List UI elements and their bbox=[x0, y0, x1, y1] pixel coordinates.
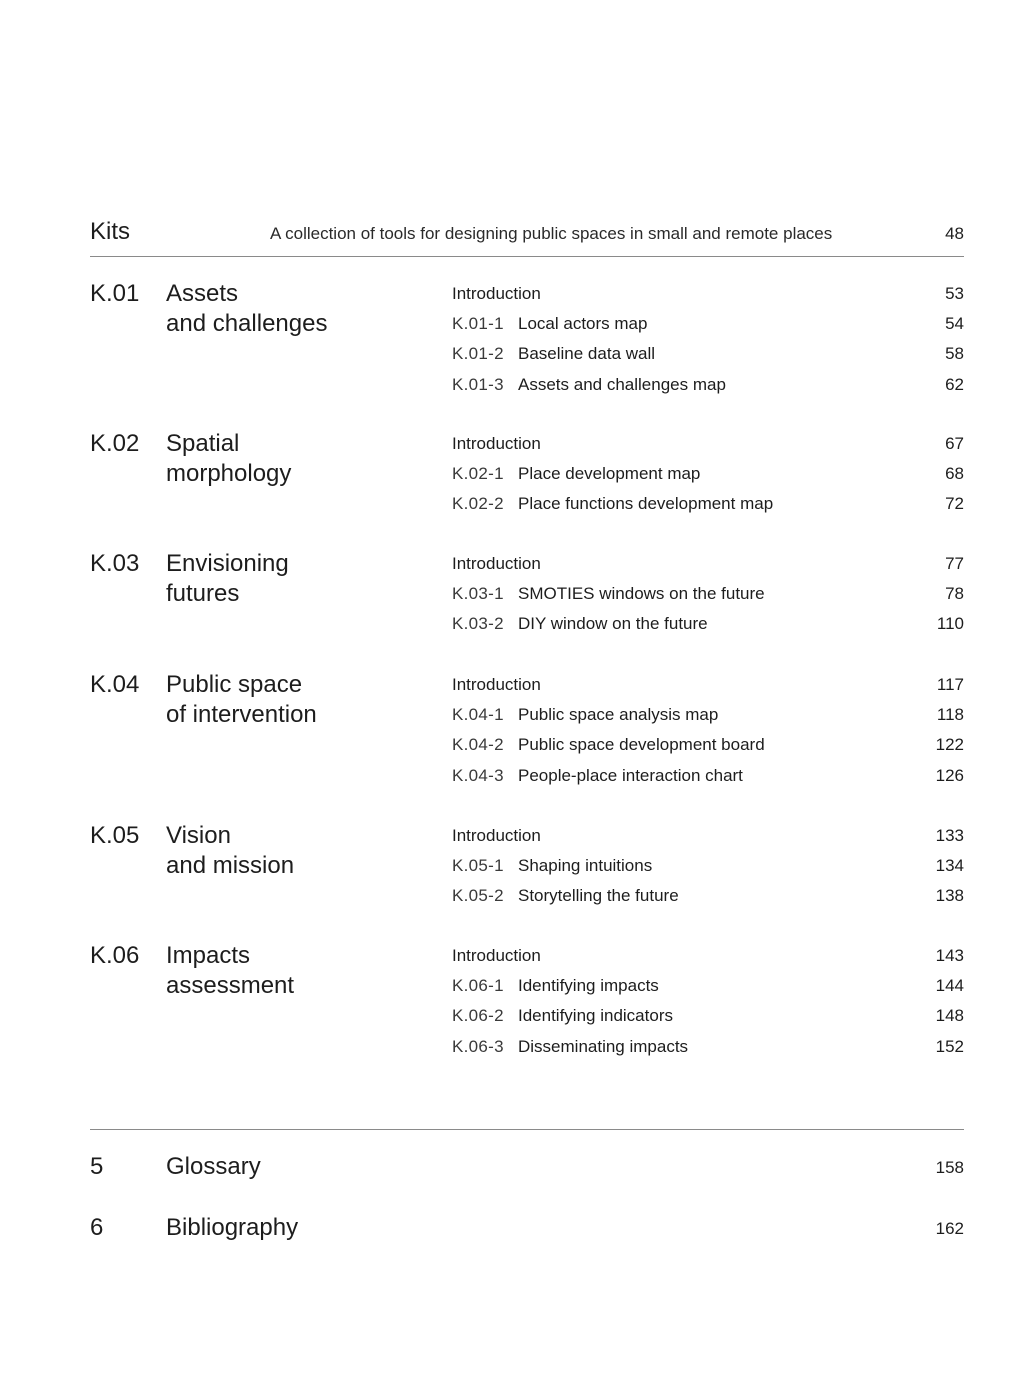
entry-page-number: 134 bbox=[935, 856, 964, 876]
section-title: Spatial morphology bbox=[166, 430, 292, 487]
entry-page-number: 53 bbox=[945, 284, 964, 303]
table-of-contents-page bbox=[90, 0, 964, 1386]
entry-page-number: 68 bbox=[945, 464, 964, 484]
entry-code: K.05-1 bbox=[452, 856, 504, 876]
section-code: K.06 bbox=[90, 942, 140, 969]
section-code: K.01 bbox=[90, 280, 140, 307]
entry-code: K.04-2 bbox=[452, 735, 504, 755]
entry-code: K.05-2 bbox=[452, 886, 504, 906]
chapter-number: 6 bbox=[90, 1214, 104, 1241]
entry-label: Local actors map bbox=[518, 314, 648, 334]
entry-page-number: 67 bbox=[945, 434, 964, 453]
toc-entry[interactable] bbox=[452, 1005, 964, 1035]
entry-page-number: 54 bbox=[945, 314, 964, 334]
entry-code: K.06-3 bbox=[452, 1036, 504, 1056]
entry-label: SMOTIES windows on the future bbox=[518, 584, 765, 604]
chapter-title: Bibliography bbox=[166, 1214, 299, 1241]
toc-chapter-glossary[interactable] bbox=[90, 1152, 964, 1184]
entry-label: DIY window on the future bbox=[518, 614, 708, 634]
entry-label: Place functions development map bbox=[518, 494, 774, 514]
section-code: K.03 bbox=[90, 550, 140, 577]
entry-label: Shaping intuitions bbox=[518, 856, 653, 876]
entry-page-number: 78 bbox=[945, 584, 964, 604]
entry-page-number: 143 bbox=[935, 946, 964, 965]
section-title: Public space of intervention bbox=[166, 671, 317, 728]
entry-code: K.01-3 bbox=[452, 374, 504, 394]
entry-code: K.01-1 bbox=[452, 314, 504, 334]
entry-page-number: 110 bbox=[936, 614, 964, 634]
section-title: Envisioning futures bbox=[166, 550, 289, 607]
toc-entry[interactable] bbox=[452, 583, 964, 613]
toc-entry[interactable] bbox=[452, 825, 964, 855]
entry-page-number: 138 bbox=[935, 886, 964, 906]
chapter-title: Glossary bbox=[166, 1153, 261, 1180]
entry-page-number: 117 bbox=[936, 675, 964, 694]
toc-entry[interactable] bbox=[452, 313, 964, 343]
entry-page-number: 72 bbox=[945, 494, 964, 514]
section-entries bbox=[452, 674, 964, 795]
kits-page-number: 48 bbox=[945, 224, 964, 243]
kits-title: Kits bbox=[90, 218, 131, 245]
toc-entry[interactable] bbox=[452, 975, 964, 1005]
chapter-page-number: 162 bbox=[935, 1219, 964, 1238]
entry-label: Identifying impacts bbox=[518, 976, 659, 996]
entry-page-number: 148 bbox=[935, 1006, 964, 1026]
entry-page-number: 58 bbox=[945, 344, 964, 364]
section-title: Assets and challenges bbox=[166, 280, 328, 337]
entry-page-number: 126 bbox=[935, 765, 964, 785]
toc-entry[interactable] bbox=[452, 704, 964, 734]
entry-page-number: 152 bbox=[935, 1036, 964, 1056]
entry-label: Public space analysis map bbox=[518, 705, 719, 725]
entry-label: Introduction bbox=[452, 284, 541, 303]
toc-entry[interactable] bbox=[452, 343, 964, 373]
entry-code: K.04-3 bbox=[452, 765, 504, 785]
entry-label: People-place interaction chart bbox=[518, 765, 743, 785]
entry-code: K.03-1 bbox=[452, 584, 504, 604]
entry-label: Introduction bbox=[452, 675, 541, 694]
entry-label: Baseline data wall bbox=[518, 344, 656, 364]
section-title: Impacts assessment bbox=[166, 942, 295, 999]
toc-entry[interactable] bbox=[452, 433, 964, 463]
entry-page-number: 118 bbox=[936, 705, 964, 725]
entry-label: Place development map bbox=[518, 464, 701, 484]
toc-entry[interactable] bbox=[452, 855, 964, 885]
entry-label: Disseminating impacts bbox=[518, 1036, 689, 1056]
entry-page-number: 122 bbox=[935, 735, 964, 755]
entry-code: K.03-2 bbox=[452, 614, 504, 634]
entry-label: Introduction bbox=[452, 554, 541, 573]
entry-page-number: 144 bbox=[935, 976, 964, 996]
entry-page-number: 133 bbox=[935, 826, 964, 845]
entry-label: Introduction bbox=[452, 434, 541, 453]
entry-code: K.01-2 bbox=[452, 344, 504, 364]
entry-label: Public space development board bbox=[518, 735, 765, 755]
kits-header bbox=[90, 218, 964, 257]
chapter-page-number: 158 bbox=[935, 1158, 964, 1177]
section-code: K.02 bbox=[90, 430, 140, 457]
toc-entry[interactable] bbox=[452, 613, 964, 643]
entry-label: Introduction bbox=[452, 826, 541, 845]
entry-label: Storytelling the future bbox=[518, 886, 679, 906]
toc-entry[interactable] bbox=[452, 674, 964, 704]
divider bbox=[90, 1129, 964, 1130]
entry-code: K.02-2 bbox=[452, 494, 504, 514]
toc-chapter-bibliography[interactable] bbox=[90, 1213, 964, 1245]
toc-entry[interactable] bbox=[452, 945, 964, 975]
section-entries bbox=[452, 433, 964, 524]
section-code: K.05 bbox=[90, 822, 140, 849]
entry-label: Introduction bbox=[452, 946, 541, 965]
section-entries bbox=[452, 283, 964, 404]
entry-code: K.06-1 bbox=[452, 976, 504, 996]
entry-label: Identifying indicators bbox=[518, 1006, 673, 1026]
toc-entry[interactable] bbox=[452, 885, 964, 915]
toc-entry[interactable] bbox=[452, 283, 964, 313]
toc-entry[interactable] bbox=[452, 553, 964, 583]
entry-code: K.04-1 bbox=[452, 705, 504, 725]
chapter-number: 5 bbox=[90, 1153, 104, 1180]
toc-entry[interactable] bbox=[452, 734, 964, 764]
section-entries bbox=[452, 825, 964, 916]
toc-entry[interactable] bbox=[452, 493, 964, 523]
entry-page-number: 62 bbox=[945, 374, 964, 394]
toc-entry[interactable] bbox=[452, 463, 964, 493]
entry-label: Assets and challenges map bbox=[518, 374, 726, 394]
section-title: Vision and mission bbox=[166, 822, 295, 879]
entry-code: K.06-2 bbox=[452, 1006, 504, 1026]
toc-entry[interactable] bbox=[452, 1036, 964, 1066]
section-entries bbox=[452, 553, 964, 644]
toc-entry[interactable] bbox=[452, 765, 964, 795]
toc-entry[interactable] bbox=[452, 374, 964, 404]
entry-code: K.02-1 bbox=[452, 464, 504, 484]
section-code: K.04 bbox=[90, 671, 140, 698]
section-entries bbox=[452, 945, 964, 1066]
kits-description: A collection of tools for designing public spaces in small and remote places bbox=[270, 224, 833, 243]
entry-page-number: 77 bbox=[945, 554, 964, 573]
